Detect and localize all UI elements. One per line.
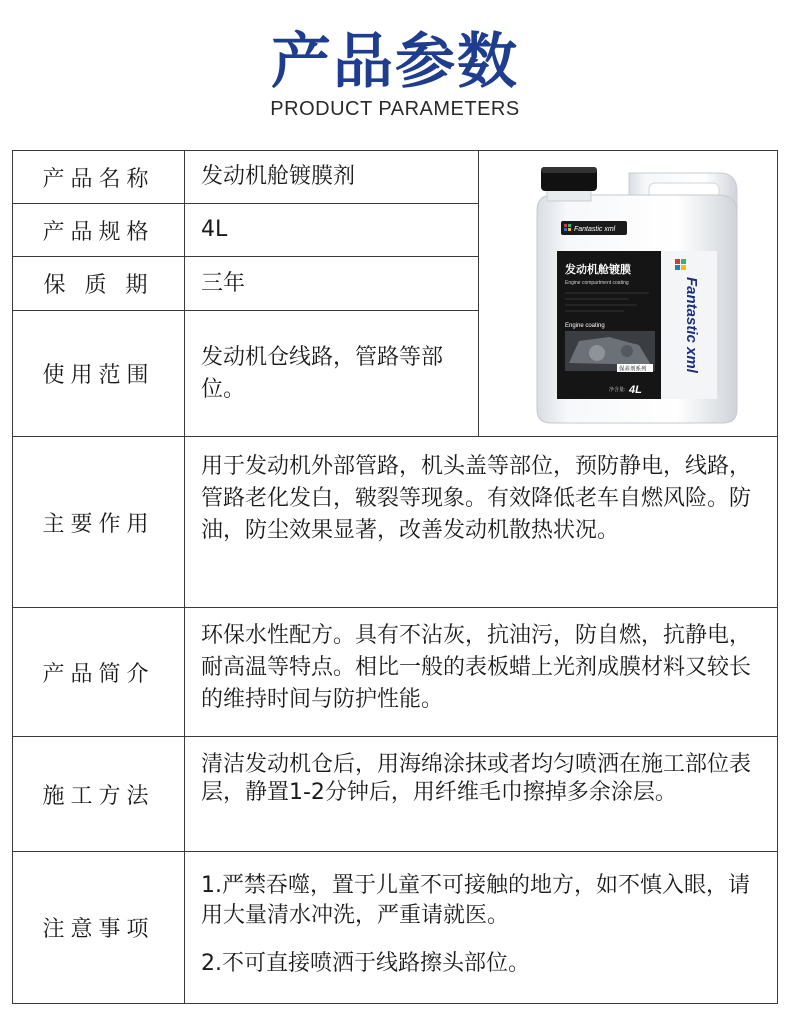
value-product-spec: 4L bbox=[201, 217, 228, 242]
vertical-brand: Fantastic xml bbox=[683, 277, 700, 373]
value-application-method: 清洁发动机仓后，用海绵涂抹或者均匀喷洒在施工部位表层，静置1-2分钟后，用纤维毛巾擦掉多余涂层。 bbox=[201, 752, 752, 805]
label-product-intro: 产品简介 bbox=[42, 661, 155, 687]
label-usage-scope: 使用范围 bbox=[42, 363, 155, 388]
precaution-item: 1.严禁吞噬，置于儿童不可接触的地方，如不慎入眼，请用大量清水冲洗，严重请就医。 bbox=[201, 873, 750, 928]
value-usage-scope: 发动机仓线路，管路等部位。 bbox=[201, 344, 444, 402]
label-product-spec: 产品规格 bbox=[42, 219, 155, 245]
volume-value: 4L bbox=[629, 384, 642, 396]
photo-caption: Engine coating bbox=[565, 323, 605, 329]
value-main-function: 用于发动机外部管路，机头盖等部位，预防静电，线路，管路老化发白，皲裂等现象。有效降低老车自燃风险。防油，防尘效果显著，改善发动机散热状况。 bbox=[201, 454, 752, 543]
page-title: 产品参数 bbox=[271, 27, 519, 97]
precaution-item: 2.不可直接喷洒于线路擦头部位。 bbox=[201, 951, 530, 976]
value-shelf-life: 三年 bbox=[201, 270, 246, 296]
brand-strip-text: Fantastic xml bbox=[574, 226, 616, 233]
label-precautions: 注意事项 bbox=[42, 917, 155, 942]
label-subtitle: Engine compartment coating bbox=[565, 280, 629, 286]
value-product-intro: 环保水性配方。具有不沾灰，抗油污，防自燃，抗静电，耐高温等特点。相比一般的表板蜡上光剂成膜材料又较长的维持时间与防护性能。 bbox=[201, 623, 752, 712]
page-subtitle: PRODUCT PARAMETERS bbox=[270, 98, 520, 120]
label-product-name: 产品名称 bbox=[42, 166, 155, 192]
series-label: 保养剂系列 bbox=[619, 366, 647, 373]
value-product-name: 发动机舱镀膜剂 bbox=[201, 164, 356, 189]
parameters-table bbox=[12, 150, 778, 1004]
label-shelf-life: 保 质 期 bbox=[43, 273, 154, 298]
product-image bbox=[479, 151, 779, 436]
volume-label: 净含量: bbox=[609, 387, 626, 393]
value-precautions bbox=[201, 871, 765, 979]
label-application-method: 施工方法 bbox=[42, 783, 155, 809]
label-main-function: 主要作用 bbox=[42, 511, 155, 537]
label-title: 发动机舱镀膜 bbox=[565, 263, 631, 276]
